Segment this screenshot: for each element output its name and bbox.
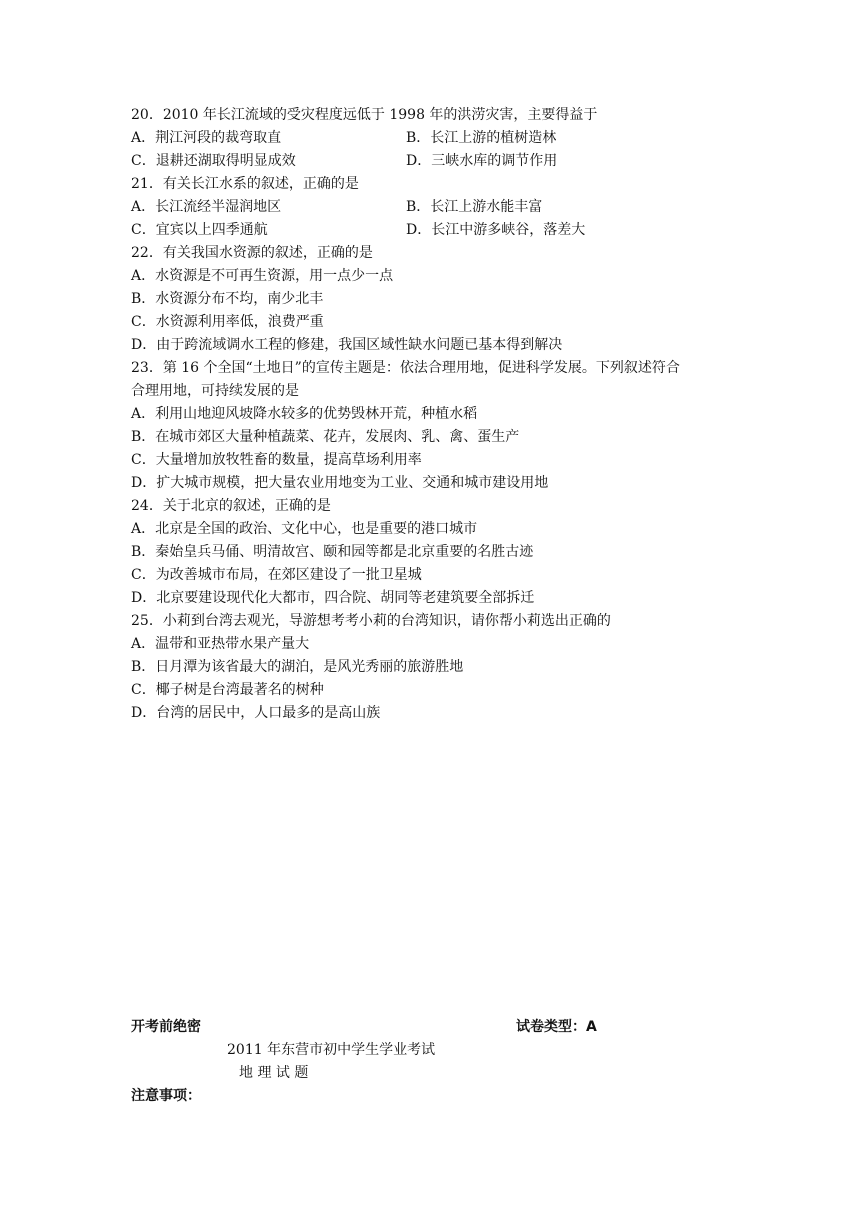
option-d: D．长江中游多峡谷，落差大 <box>406 222 586 238</box>
option-a: A．荆江河段的裁弯取直 <box>131 130 282 146</box>
question-21-options-row-1 <box>131 196 543 218</box>
question-22-option-a: A．水资源是不可再生资源，用一点少一点 <box>131 268 394 284</box>
question-25-option-a: A．温带和亚热带水果产量大 <box>131 636 310 652</box>
question-23-stem-continued: 合理用地，可持续发展的是 <box>131 383 299 399</box>
question-25-option-c: C．椰子树是台湾最著名的树种 <box>131 682 324 698</box>
notice-heading: 注意事项： <box>131 1088 201 1104</box>
question-21-stem: 21．有关长江水系的叙述，正确的是 <box>131 176 359 192</box>
question-23-option-b: B．在城市郊区大量种植蔬菜、花卉，发展肉、乳、禽、蛋生产 <box>131 429 520 445</box>
question-23-option-d: D．扩大城市规模，把大量农业用地变为工业、交通和城市建设用地 <box>131 475 549 491</box>
question-25-stem: 25．小莉到台湾去观光，导游想考考小莉的台湾知识，请你帮小莉选出正确的 <box>131 613 611 629</box>
question-21-options-row-2 <box>131 219 586 241</box>
option-b: B．长江上游的植树造林 <box>406 130 557 146</box>
question-20-stem: 20．2010 年长江流域的受灾程度远低于 1998 年的洪涝灾害，主要得益于 <box>131 107 598 123</box>
question-23-option-a: A．利用山地迎风坡降水较多的优势毁林开荒，种植水稻 <box>131 406 478 422</box>
option-a: A．长江流经半湿润地区 <box>131 199 282 215</box>
question-25-option-b: B．日月潭为该省最大的湖泊，是风光秀丽的旅游胜地 <box>131 659 464 675</box>
question-22-option-d: D．由于跨流域调水工程的修建，我国区域性缺水问题已基本得到解决 <box>131 337 563 353</box>
paper-type-label: 试卷类型：A <box>516 1019 597 1035</box>
subject-title: 地 理 试 题 <box>239 1065 309 1081</box>
question-22-option-b: B．水资源分布不均，南少北丰 <box>131 291 324 307</box>
option-c: C．退耕还湖取得明显成效 <box>131 153 296 169</box>
question-24-option-d: D．北京要建设现代化大都市，四合院、胡同等老建筑要全部拆迁 <box>131 590 535 606</box>
option-d: D．三峡水库的调节作用 <box>406 153 558 169</box>
question-20-options-row-1 <box>131 127 557 149</box>
option-b: B．长江上游水能丰富 <box>406 199 543 215</box>
question-23-stem: 23．第 16 个全国“土地日”的宣传主题是：依法合理用地，促进科学发展。下列叙述符合 <box>131 360 680 376</box>
confidential-label: 开考前绝密 <box>131 1019 201 1035</box>
option-c: C．宜宾以上四季通航 <box>131 222 268 238</box>
question-25-option-d: D．台湾的居民中，人口最多的是高山族 <box>131 705 381 721</box>
question-24-stem: 24．关于北京的叙述，正确的是 <box>131 498 331 514</box>
exam-title: 2011 年东营市初中学生学业考试 <box>227 1042 436 1058</box>
question-24-option-a: A．北京是全国的政治、文化中心，也是重要的港口城市 <box>131 521 478 537</box>
question-24-option-c: C．为改善城市布局，在郊区建设了一批卫星城 <box>131 567 422 583</box>
question-20-options-row-2 <box>131 150 558 172</box>
question-23-option-c: C．大量增加放牧牲畜的数量，提高草场利用率 <box>131 452 422 468</box>
question-22-option-c: C．水资源利用率低，浪费严重 <box>131 314 324 330</box>
question-24-option-b: B．秦始皇兵马俑、明清故宫、颐和园等都是北京重要的名胜古迹 <box>131 544 534 560</box>
question-22-stem: 22．有关我国水资源的叙述，正确的是 <box>131 245 373 261</box>
